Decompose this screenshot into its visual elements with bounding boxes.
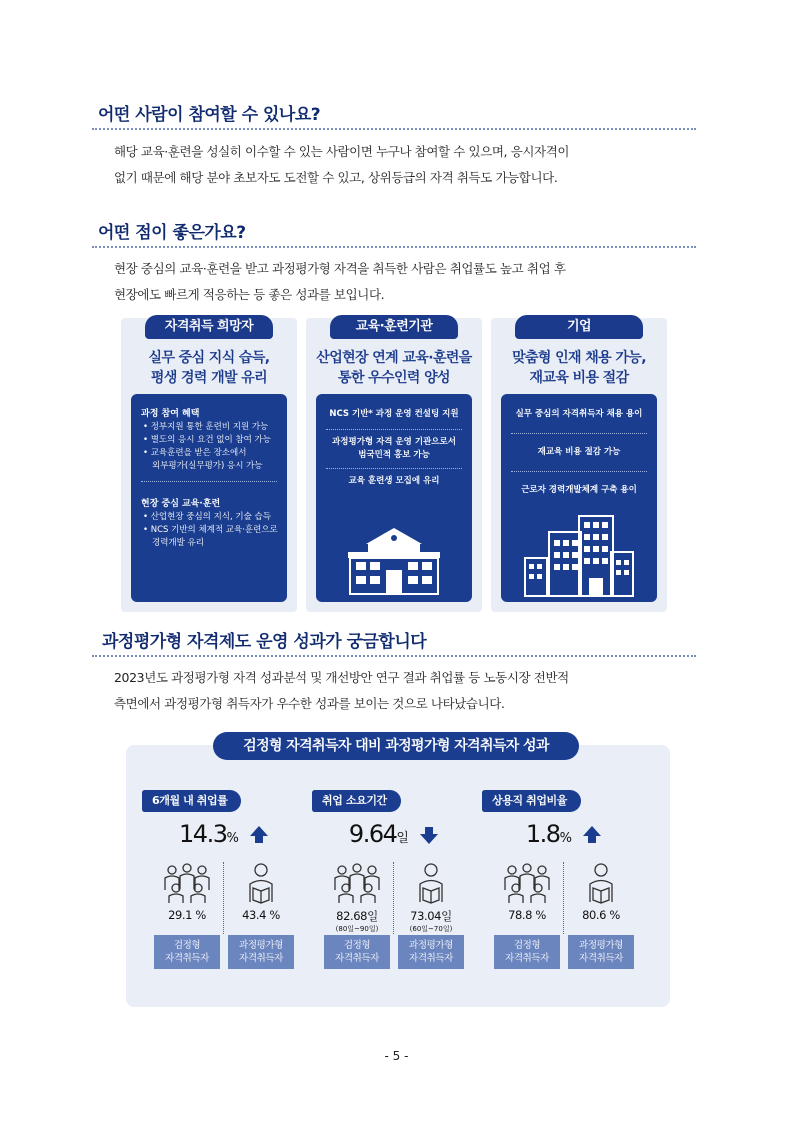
panel-title: 검정형 자격취득자 대비 과정평가형 자격취득자 성과 xyxy=(213,732,579,760)
benefit-card-institutions xyxy=(306,318,482,612)
paragraph-line: 2023년도 과정평가형 자격 성과분석 및 개선방안 연구 결과 취업률 등 노동시장 전반적 xyxy=(114,670,569,685)
person-reading-icon xyxy=(586,862,616,904)
divider xyxy=(92,128,696,130)
paragraph-benefits xyxy=(114,256,684,308)
benefit-item: 근로자 경력개발체계 구축 용이 xyxy=(521,485,637,495)
paragraph-line: 해당 교육·훈련을 성실히 이수할 수 있는 사람이면 누구나 참여할 수 있으며, 응시자격이 xyxy=(114,144,570,159)
stat-regular-employment xyxy=(482,790,646,978)
benefit-item-line: 과정평가형 자격 운영 기관으로서 xyxy=(332,437,456,447)
list-item-text: NCS 기반의 체계적 교육·훈련으로 xyxy=(150,525,278,535)
paragraph-line: 없기 때문에 해당 분야 초보자도 도전할 수 있고, 상위등급의 자격 취득도 가능합니다. xyxy=(114,170,558,185)
benefit-list xyxy=(131,421,287,473)
stat-unit: % xyxy=(559,831,572,846)
label-line: 과정평가형 xyxy=(239,940,283,951)
stat-number: 14.3 xyxy=(179,820,227,848)
card-subtitle-line: 재교육 비용 절감 xyxy=(529,370,629,386)
benefit-item: 교육 훈련생 모집에 유리 xyxy=(348,476,440,486)
label-course-type xyxy=(568,935,634,969)
section-title-outcomes: 과정평가형 자격제도 운영 성과가 궁금합니다 xyxy=(102,632,427,652)
card-detail-box xyxy=(501,394,657,602)
section-title-benefits: 어떤 점이 좋은가요? xyxy=(98,223,246,243)
list-item xyxy=(143,524,287,550)
card-subtitle-line: 맞춤형 인재 채용 가능, xyxy=(512,350,646,366)
group-people-icon xyxy=(162,862,212,904)
paragraph-line: 현장 중심의 교육·훈련을 받고 과정평가형 자격을 취득한 사람은 취업률도 높고 취업 후 xyxy=(114,261,566,276)
label-line: 검정형 xyxy=(513,940,541,951)
group-heading: 과정 참여 혜택 xyxy=(141,409,200,419)
benefit-item xyxy=(316,430,472,468)
list-item-text: 외부평가(실무평가) 응시 가능 xyxy=(152,461,263,471)
person-reading-icon xyxy=(416,862,446,904)
card-subtitle xyxy=(121,348,297,388)
card-tab: 자격취득 희망자 xyxy=(145,315,273,339)
label-line: 자격취득자 xyxy=(335,953,379,964)
list-item-text: 정부지원 통한 훈련비 지원 가능 xyxy=(150,422,269,432)
label-line: 자격취득자 xyxy=(239,953,283,964)
benefit-list xyxy=(131,511,287,550)
stat-tab: 6개월 내 취업률 xyxy=(142,790,241,812)
card-subtitle-line: 산업현장 연계 교육·훈련을 xyxy=(316,350,472,366)
list-item xyxy=(143,511,287,524)
label-course-type xyxy=(398,935,464,969)
list-item-text: 산업현장 중심의 지식, 기술 습득 xyxy=(150,512,271,522)
card-subtitle xyxy=(306,348,482,388)
paragraph-line: 현장에도 빠르게 적응하는 등 좋은 성과를 보입니다. xyxy=(114,287,385,302)
label-line: 자격취득자 xyxy=(165,953,209,964)
label-line: 자격취득자 xyxy=(579,953,623,964)
label-exam-type xyxy=(324,935,390,969)
stat-unit: % xyxy=(226,831,239,846)
card-tab: 교육·훈련기관 xyxy=(330,315,458,339)
group-people-icon xyxy=(502,862,552,904)
label-line: 과정평가형 xyxy=(409,940,453,951)
stat-value xyxy=(312,820,476,848)
list-item xyxy=(143,421,287,434)
stat-number: 9.64 xyxy=(348,820,397,848)
paragraph-outcomes xyxy=(114,665,684,717)
divider xyxy=(92,655,696,657)
stat-tab: 상용직 취업비율 xyxy=(482,790,581,812)
card-detail-box xyxy=(131,394,287,602)
page-number: - 5 - xyxy=(384,1049,409,1063)
benefit-item: 실무 중심의 자격취득자 채용 용이 xyxy=(515,409,643,419)
benefit-card-applicants xyxy=(121,318,297,612)
arrow-up-icon xyxy=(249,825,269,845)
card-subtitle xyxy=(491,348,667,388)
arrow-down-icon xyxy=(419,825,439,845)
stat-left-value: 29.1 % xyxy=(168,908,206,922)
label-line: 자격취득자 xyxy=(409,953,453,964)
label-course-type xyxy=(228,935,294,969)
stat-tab: 취업 소요기간 xyxy=(312,790,401,812)
card-subtitle-line: 통한 우수인력 양성 xyxy=(338,370,450,386)
benefit-card-companies xyxy=(491,318,667,612)
divider xyxy=(393,862,394,934)
divider xyxy=(223,862,224,934)
stat-left-range: (80일~90일) xyxy=(335,925,379,933)
benefit-item: 재교육 비용 절감 가능 xyxy=(537,447,621,457)
arrow-up-icon xyxy=(582,825,602,845)
benefit-item: NCS 기반* 과정 운영 컨설팅 지원 xyxy=(329,409,459,419)
office-buildings-icon xyxy=(523,512,635,598)
stat-right-value: 43.4 % xyxy=(242,908,280,922)
list-item-text: 별도의 응시 요건 없이 참여 가능 xyxy=(150,435,271,445)
label-line: 과정평가형 xyxy=(579,940,623,951)
divider xyxy=(563,862,564,934)
list-item xyxy=(143,447,287,473)
group-people-icon xyxy=(332,862,382,904)
stat-unit: 일 xyxy=(396,831,409,846)
list-item-text: 경력개발 유리 xyxy=(152,538,204,548)
card-subtitle-line: 평생 경력 개발 유리 xyxy=(150,370,268,386)
group-heading: 현장 중심 교육·훈련 xyxy=(141,499,221,509)
paragraph-line: 측면에서 과정평가형 취득자가 우수한 성과를 보이는 것으로 나타났습니다. xyxy=(114,696,505,711)
stat-number: 1.8 xyxy=(525,820,560,848)
section-title-participants: 어떤 사람이 참여할 수 있나요? xyxy=(98,105,321,125)
label-exam-type xyxy=(154,935,220,969)
school-building-icon xyxy=(346,526,442,596)
stat-value xyxy=(482,820,646,848)
benefit-item-line: 범국민적 홍보 가능 xyxy=(358,450,430,460)
stat-job-search-period xyxy=(312,790,476,978)
label-line: 검정형 xyxy=(173,940,201,951)
label-line: 검정형 xyxy=(343,940,371,951)
stat-left-value: 82.68일 xyxy=(336,909,378,923)
card-subtitle-line: 실무 중심 지식 습득, xyxy=(148,350,270,366)
card-detail-box xyxy=(316,394,472,602)
paragraph-participants xyxy=(114,139,684,191)
person-reading-icon xyxy=(246,862,276,904)
stat-right-range: (60일~70일) xyxy=(409,925,453,933)
divider xyxy=(92,246,696,248)
stat-left-value: 78.8 % xyxy=(508,908,546,922)
stat-right-value: 73.04일 xyxy=(410,909,452,923)
stat-value xyxy=(142,820,306,848)
label-exam-type xyxy=(494,935,560,969)
stat-employment-rate xyxy=(142,790,306,978)
list-item-text: 교육훈련을 받은 장소에서 xyxy=(150,448,247,458)
card-tab: 기업 xyxy=(515,315,643,339)
label-line: 자격취득자 xyxy=(505,953,549,964)
stat-right-value: 80.6 % xyxy=(582,908,620,922)
list-item xyxy=(143,434,287,447)
